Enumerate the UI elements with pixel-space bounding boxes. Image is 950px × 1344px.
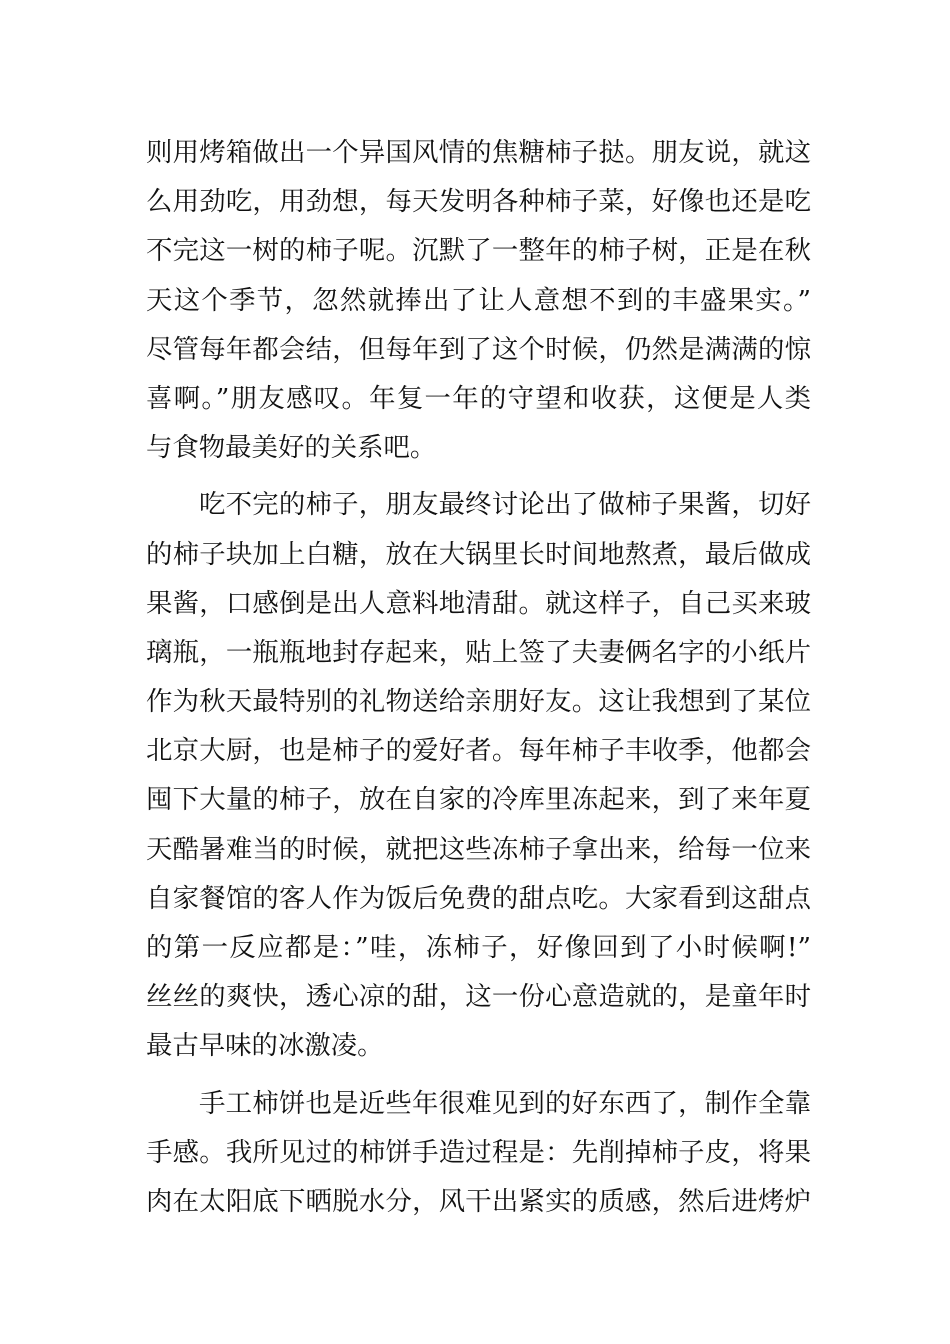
text-line: 吃不完的柿子，朋友最终讨论出了做柿子果酱，切好 xyxy=(199,489,811,521)
paragraph-2 xyxy=(146,480,811,1070)
text-line: 么用劲吃，用劲想，每天发明各种柿子菜，好像也还是吃 xyxy=(146,186,811,218)
text-line: 则用烤箱做出一个异国风情的焦糖柿子挞。朋友说，就这 xyxy=(146,137,811,168)
text-line: 尽管每年都会结，但每年到了这个时候，仍然是满满的惊 xyxy=(146,333,811,365)
text-line: 作为秋天最特别的礼物送给亲朋好友。这让我想到了某位 xyxy=(146,686,811,718)
text-line: 与食物最美好的关系吧。 xyxy=(146,432,437,464)
text-line: 囤下大量的柿子，放在自家的冷库里冻起来，到了来年夏 xyxy=(146,784,811,816)
paragraph-3 xyxy=(146,1079,811,1227)
text-line: 喜啊。”朋友感叹。年复一年的守望和收获，这便是人类 xyxy=(146,382,811,414)
text-line: 手工柿饼也是近些年很难见到的好东西了，制作全靠 xyxy=(199,1087,811,1119)
text-line: 果酱，口感倒是出人意料地清甜。就这样子，自己买来玻 xyxy=(146,587,811,619)
text-line: 北京大厨，也是柿子的爱好者。每年柿子丰收季，他都会 xyxy=(146,735,811,767)
text-line: 天这个季节，忽然就捧出了让人意想不到的丰盛果实。” xyxy=(146,284,811,316)
text-line: 肉在太阳底下晒脱水分，风干出紧实的质感，然后进烤炉 xyxy=(146,1185,811,1217)
text-line: 天酷暑难当的时候，就把这些冻柿子拿出来，给每一位来 xyxy=(146,833,811,865)
body-text xyxy=(146,128,811,1226)
text-line: 的柿子块加上白糖，放在大锅里长时间地熬煮，最后做成 xyxy=(146,538,811,570)
paragraph-1 xyxy=(146,128,811,472)
text-line: 丝丝的爽快，透心凉的甜，这一份心意造就的，是童年时 xyxy=(146,981,811,1013)
text-line: 的第一反应都是：”哇，冻柿子，好像回到了小时候啊!” xyxy=(146,932,811,963)
text-line: 璃瓶，一瓶瓶地封存起来，贴上签了夫妻俩名字的小纸片 xyxy=(146,636,811,668)
text-line: 最古早味的冰激凌。 xyxy=(146,1030,384,1062)
text-line: 自家餐馆的客人作为饭后免费的甜点吃。大家看到这甜点 xyxy=(146,882,811,914)
text-line: 不完这一树的柿子呢。沉默了一整年的柿子树，正是在秋 xyxy=(146,235,811,267)
text-line: 手感。我所见过的柿饼手造过程是：先削掉柿子皮，将果 xyxy=(146,1136,811,1168)
